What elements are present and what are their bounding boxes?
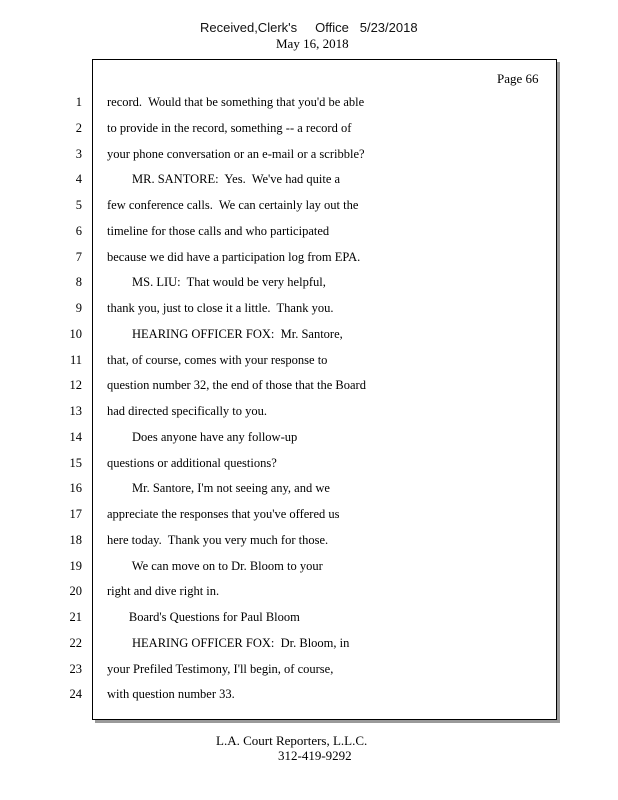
transcript-line: MR. SANTORE: Yes. We've had quite a [107, 172, 341, 186]
line-number: 9 [75, 301, 82, 315]
line-number: 19 [69, 559, 82, 573]
transcript-line: few conference calls. We can certainly lay out the [107, 198, 359, 212]
page-number: Page 66 [497, 71, 539, 86]
line-number: 20 [69, 584, 82, 598]
line-number: 1 [75, 95, 82, 109]
line-number: 16 [69, 481, 82, 495]
transcript-line: timeline for those calls and who participated [107, 224, 330, 238]
line-number: 15 [69, 456, 82, 470]
transcript-line: because we did have a participation log from EPA. [107, 250, 361, 264]
transcript-line: your Prefiled Testimony, I'll begin, of course, [107, 662, 334, 676]
line-number: 8 [75, 275, 82, 289]
line-number: 7 [75, 250, 82, 264]
line-number: 18 [69, 533, 82, 547]
line-number: 11 [69, 353, 82, 367]
document-date: May 16, 2018 [276, 36, 349, 51]
transcript-line: with question number 33. [107, 687, 235, 701]
line-number: 14 [69, 430, 82, 444]
line-number: 24 [69, 687, 82, 701]
transcript-line: thank you, just to close it a little. Thank you. [107, 301, 334, 315]
line-number: 12 [69, 378, 82, 392]
line-number: 4 [75, 172, 82, 186]
transcript-line: MS. LIU: That would be very helpful, [107, 275, 326, 289]
transcript-line: We can move on to Dr. Bloom to your [107, 559, 323, 573]
transcript-line: that, of course, comes with your response to [107, 353, 328, 367]
transcript-line: here today. Thank you very much for those. [107, 533, 329, 547]
transcript-line: right and dive right in. [107, 584, 220, 598]
received-stamp: Received,Clerk's Office 5/23/2018 [200, 20, 418, 35]
transcript-line: questions or additional questions? [107, 456, 277, 470]
transcript-line: question number 32, the end of those that the Board [107, 378, 366, 392]
transcript-line: record. Would that be something that you'd be able [107, 95, 365, 109]
line-number: 22 [69, 636, 82, 650]
transcript-line: your phone conversation or an e-mail or a scribble? [107, 147, 365, 161]
line-number: 23 [69, 662, 82, 676]
line-number: 5 [75, 198, 82, 212]
line-number: 13 [69, 404, 82, 418]
line-number: 6 [75, 224, 82, 238]
line-number: 21 [69, 610, 82, 624]
transcript-line: appreciate the responses that you've offered us [107, 507, 340, 521]
transcript-line: Does anyone have any follow-up [107, 430, 298, 444]
transcript-line: Board's Questions for Paul Bloom [107, 610, 300, 624]
transcript-line: HEARING OFFICER FOX: Dr. Bloom, in [107, 636, 350, 650]
reporter-company: L.A. Court Reporters, L.L.C. [216, 733, 368, 748]
line-number: 10 [69, 327, 82, 341]
transcript-line: had directed specifically to you. [107, 404, 268, 418]
line-number: 2 [75, 121, 82, 135]
line-number: 17 [69, 507, 82, 521]
transcript-line: to provide in the record, something -- a record of [107, 121, 352, 135]
transcript-line: Mr. Santore, I'm not seeing any, and we [107, 481, 330, 495]
transcript-line: HEARING OFFICER FOX: Mr. Santore, [107, 327, 343, 341]
line-number: 3 [75, 147, 82, 161]
reporter-phone: 312-419-9292 [278, 748, 352, 763]
